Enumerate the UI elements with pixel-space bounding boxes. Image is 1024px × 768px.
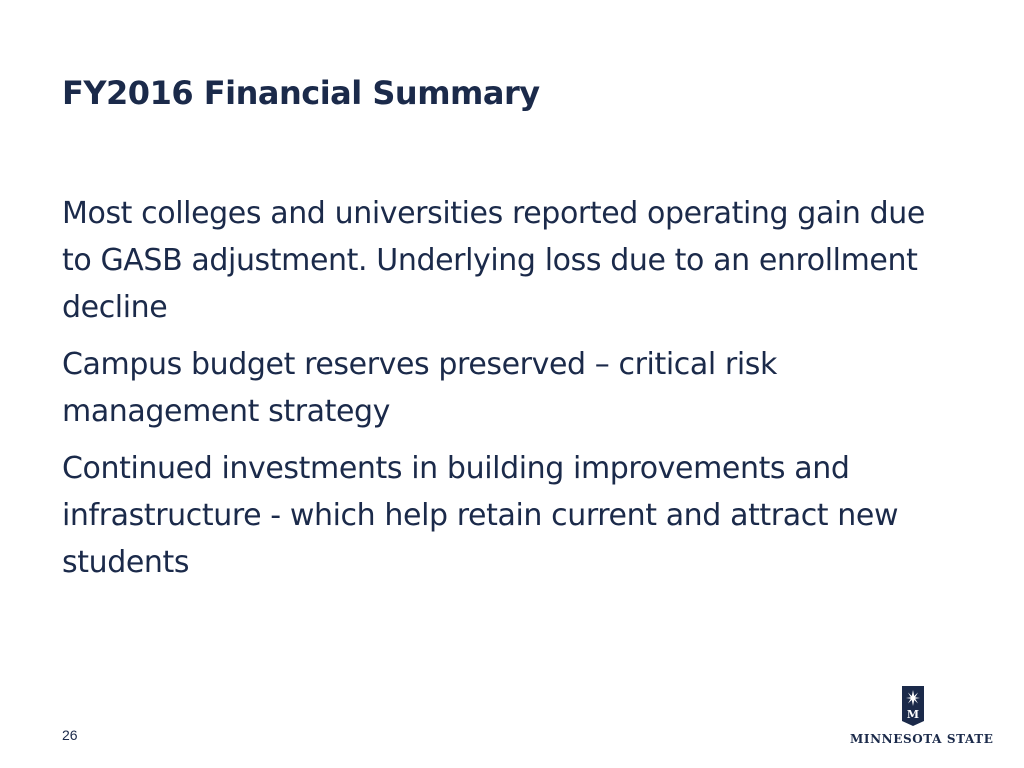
bullet-item: Most colleges and universities reported operating gain due to GASB adjustment. Underlying loss due to an enrollment decline bbox=[62, 196, 925, 325]
logo-text: MINNESOTA STATE bbox=[850, 732, 994, 746]
bullet-item: Campus budget reserves preserved – critical risk management strategy bbox=[62, 347, 778, 429]
logo-mark-letter: M bbox=[906, 708, 920, 721]
minnesota-state-star-icon bbox=[902, 686, 924, 726]
bullet-list bbox=[62, 190, 962, 596]
minnesota-state-logo bbox=[850, 686, 994, 750]
slide-title: FY2016 Financial Summary bbox=[62, 74, 540, 112]
page-number: 26 bbox=[62, 727, 78, 743]
bullet-item: Continued investments in building improvements and infrastructure - which help retain current and attract new students bbox=[62, 451, 899, 580]
